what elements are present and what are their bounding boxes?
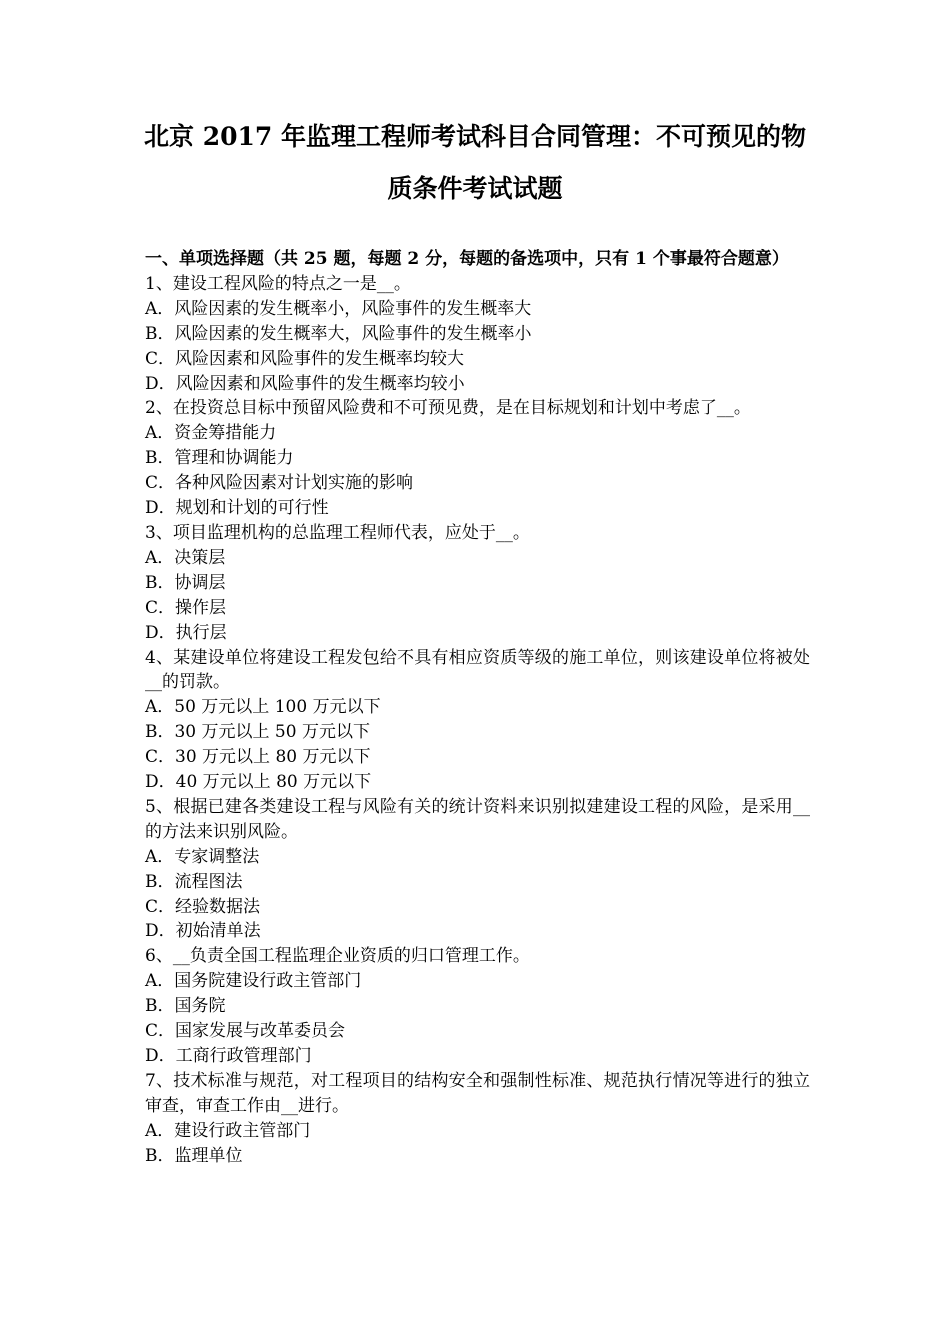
- option-d: D．40 万元以上 80 万元以下: [145, 772, 372, 793]
- option-b: B．国务院: [145, 996, 226, 1017]
- option-c: C．30 万元以上 80 万元以下: [145, 747, 371, 768]
- option-d: D．规划和计划的可行性: [145, 498, 329, 519]
- section-heading: 一、单项选择题（共 25 题，每题 2 分，每题的备选项中，只有 1 个事最符合题意）: [145, 249, 789, 269]
- question-text: 2、在投资总目标中预留风险费和不可预见费，是在目标规划和计划中考虑了__。: [145, 398, 751, 419]
- option-c: C．国家发展与改革委员会: [145, 1021, 346, 1042]
- question-text: 1、建设工程风险的特点之一是__。: [145, 273, 411, 294]
- document-title-line-2: 质条件考试试题: [387, 174, 563, 203]
- option-a: A．专家调整法: [145, 846, 260, 867]
- option-d: D．工商行政管理部门: [145, 1046, 312, 1066]
- document-title-line-1: 北京 2017 年监理工程师考试科目合同管理：不可预见的物: [144, 122, 806, 151]
- option-b: B．监理单位: [145, 1145, 243, 1166]
- option-a: A．决策层: [145, 547, 226, 568]
- question-5: [145, 795, 810, 944]
- option-a: A．50 万元以上 100 万元以下: [145, 697, 381, 718]
- question-text: 6、__负责全国工程监理企业资质的归口管理工作。: [145, 946, 530, 967]
- option-d: D．执行层: [145, 622, 227, 643]
- question-3: [145, 521, 810, 646]
- option-b: B．风险因素的发生概率大，风险事件的发生概率小: [145, 323, 532, 344]
- option-b: B．协调层: [145, 572, 226, 593]
- question-text: 3、项目监理机构的总监理工程师代表，应处于__。: [145, 522, 530, 543]
- option-a: A．建设行政主管部门: [145, 1120, 311, 1141]
- option-b: B．30 万元以上 50 万元以下: [145, 722, 370, 743]
- option-b: B．管理和协调能力: [145, 448, 294, 469]
- question-1: [145, 272, 810, 397]
- option-c: C．操作层: [145, 597, 227, 618]
- question-6: [145, 944, 810, 1069]
- question-2: [145, 396, 810, 521]
- option-a: A．资金筹措能力: [145, 423, 277, 444]
- question-text: 5、根据已建各类建设工程与风险有关的统计资料来识别拟建建设工程的风险，是采用__的方法来识别风险。: [145, 796, 810, 842]
- document-body: [145, 247, 810, 1169]
- option-c: C．经验数据法: [145, 896, 261, 917]
- question-7: [145, 1069, 810, 1169]
- question-text: 4、某建设单位将建设工程发包给不具有相应资质等级的施工单位，则该建设单位将被处__的罚款。: [145, 647, 810, 693]
- question-text: 7、技术标准与规范，对工程项目的结构安全和强制性标准、规范执行情况等进行的独立审查，审查工作由__进行。: [145, 1070, 810, 1116]
- option-a: A．风险因素的发生概率小，风险事件的发生概率大: [145, 298, 532, 319]
- question-4: [145, 646, 810, 795]
- option-c: C．各种风险因素对计划实施的影响: [145, 473, 414, 494]
- option-b: B．流程图法: [145, 871, 243, 892]
- option-d: D．初始清单法: [145, 921, 261, 942]
- option-a: A．国务院建设行政主管部门: [145, 971, 362, 992]
- option-d: D．风险因素和风险事件的发生概率均较小: [145, 373, 465, 394]
- option-c: C．风险因素和风险事件的发生概率均较大: [145, 348, 465, 369]
